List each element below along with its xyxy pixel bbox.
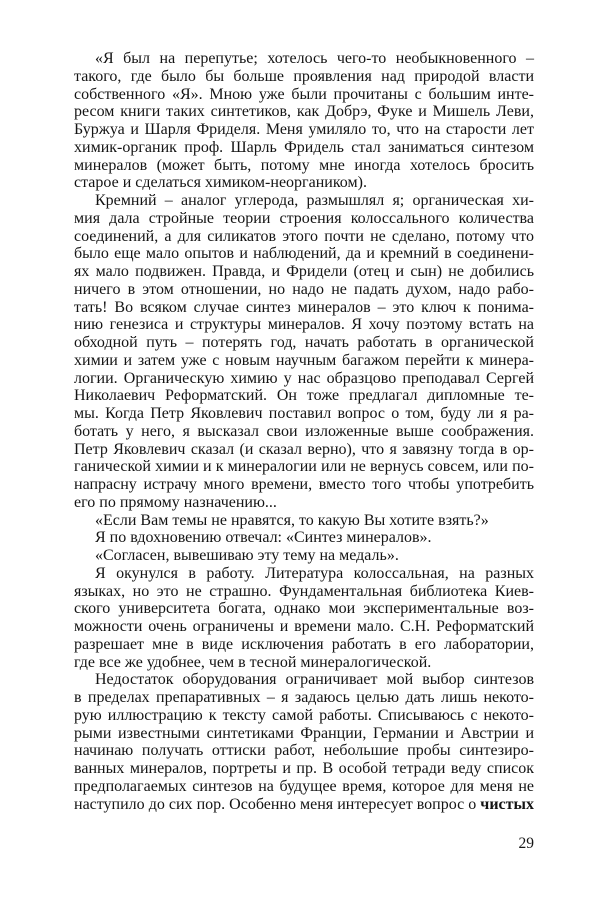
text-segment: Недостаток оборудования ограничивает мой выбор синтезов (95, 671, 534, 689)
text-segment: ресом книги таких синтетиков, как Добрэ, Фуке и Мишель Леви, (74, 103, 534, 121)
text-line (74, 494, 534, 512)
text-segment: мы. Когда Петр Яковлевич поставил вопрос о том, буду ли я ра- (74, 405, 534, 422)
text-segment: начинаю получать оттиски работ, небольшие пробы синтезиро- (74, 742, 534, 760)
text-segment: было еще мало опытов и наблюдений, да и кремний в соединени- (74, 245, 534, 263)
text-segment: «Я был на перепутье; хотелось чего-то необыкновенного – (95, 50, 534, 67)
text-segment: химик-органик проф. Шарль Фридель стал заниматься синтезом (74, 138, 534, 156)
text-segment: обходной путь – потерять год, начать работать в органической (74, 334, 534, 351)
text-line (74, 245, 534, 263)
text-line (74, 476, 534, 494)
text-line (74, 529, 534, 547)
text-line (74, 618, 534, 636)
text-segment: Я по вдохновению отвечал: «Синтез минералов». (95, 529, 432, 547)
text-line (74, 583, 534, 601)
text-line (74, 512, 534, 530)
text-segment: химии и затем уже с новым научным багажом перейти к минера- (74, 351, 534, 369)
text-line (74, 86, 534, 104)
text-line (74, 121, 534, 139)
text-line (74, 796, 534, 814)
text-segment: «Согласен, вывешиваю эту тему на медаль». (95, 547, 399, 564)
text-segment: ванных минералов, портреты и пр. В особой тетради веду список (74, 760, 534, 777)
text-segment: старое и сделаться химиком-неоргаником). (74, 174, 367, 192)
text-segment: соединений, а для силикатов этого почти не сделано, потому что (74, 227, 534, 245)
text-line (74, 441, 534, 459)
text-line (74, 778, 534, 796)
text-segment: «Если Вам темы не нравятся, то какую Вы хотите взять?» (95, 511, 489, 529)
text-line (74, 742, 534, 760)
text-segment: предполагаемых синтезов на будущее время, которое для меня не (74, 777, 534, 795)
text-segment: ях мало подвижен. Правда, и Фридели (отец и сын) не добились (74, 263, 534, 280)
text-line (74, 299, 534, 317)
text-line (74, 707, 534, 725)
text-line (74, 352, 534, 370)
paragraph (74, 565, 534, 672)
text-segment: минералов (может быть, потому мне иногда хотелось бросить (74, 156, 534, 174)
text-segment: его по прямому назначению... (74, 493, 277, 511)
text-line (74, 334, 534, 352)
bold-text-segment: чистых (480, 795, 534, 813)
text-segment: Петр Яковлевич сказал (и сказал верно), что я завязну тогда в ор- (74, 440, 534, 458)
text-line (74, 50, 534, 68)
text-line (74, 423, 534, 441)
text-segment: такого, где было бы больше проявления над природой власти (74, 67, 534, 85)
text-line (74, 565, 534, 583)
text-line (74, 228, 534, 246)
text-line (74, 405, 534, 423)
text-segment: рую иллюстрацию к тексту самой работы. Списываюсь с некото- (74, 706, 534, 724)
text-line (74, 316, 534, 334)
text-segment: собственного «Я». Мною уже были прочитаны с большим инте- (74, 85, 534, 103)
text-segment: нию генезиса и структуры минералов. Я хочу поэтому встать на (74, 316, 534, 334)
text-segment: мия дала стройные теории строения колоссального количества (74, 209, 534, 227)
text-line (74, 139, 534, 157)
text-segment: напрасну истрачу много времени, вместо того чтобы употребить (74, 476, 534, 493)
text-line (74, 370, 534, 388)
text-line (74, 600, 534, 618)
text-line (74, 263, 534, 281)
text-segment: Николаевич Реформатский. Он тоже предлагал дипломные те- (74, 387, 534, 405)
text-segment: в пределах препаративных – я задаюсь целью дать лишь некото- (74, 689, 534, 706)
text-line (74, 210, 534, 228)
text-line (74, 654, 534, 672)
text-line (74, 157, 534, 175)
paragraph (74, 192, 534, 512)
text-segment: Буржуа и Шарля Фриделя. Меня умиляло то, что на старости лет (74, 121, 534, 138)
paragraph (74, 50, 534, 192)
text-segment: языках, но это не страшно. Фундаментальная библиотека Киев- (74, 582, 534, 600)
text-segment: наступило до сих пор. Особенно меня интересует вопрос о (74, 795, 481, 813)
text-line (74, 636, 534, 654)
paragraph (74, 547, 534, 565)
text-line (74, 281, 534, 299)
text-segment: Кремний – аналог углерода, размышлял я; органическая хи- (95, 192, 534, 209)
page-number: 29 (518, 835, 534, 852)
text-line (74, 760, 534, 778)
paragraph (74, 512, 534, 530)
text-segment: ского университета богата, однако мои экспериментальные воз- (74, 600, 534, 618)
text-segment: где все же удобнее, чем в тесной минералогической. (74, 653, 432, 671)
text-line (74, 68, 534, 86)
text-line (74, 103, 534, 121)
text-line (74, 689, 534, 707)
text-segment: ничего в этом отношении, но надо не падать духом, надо рабо- (74, 280, 534, 298)
text-line (74, 192, 534, 210)
paragraph (74, 529, 534, 547)
paragraph (74, 671, 534, 813)
text-segment: Я окунулся в работу. Литература колоссальная, на разных (95, 564, 534, 582)
text-segment: рыми известными синтетиками Франции, Германии и Австрии и (74, 724, 534, 742)
text-segment: тать! Во всяком случае синтез минералов – это ключ к понима- (74, 298, 534, 316)
text-line (74, 547, 534, 565)
text-segment: разрешает мне в виде исключения работать в его лаборатории, (74, 635, 534, 653)
text-line (74, 671, 534, 689)
text-block (74, 50, 534, 813)
text-segment: можности очень ограничены и времени мало. С.Н. Реформатский (74, 618, 534, 635)
text-segment: ботать у него, я высказал свои изложенные выше соображения. (74, 422, 534, 440)
text-segment: логии. Органическую химию у нас образцово преподавал Сергей (74, 369, 534, 387)
text-segment: ганической химии и к минералогии или не вернусь совсем, или по- (74, 458, 534, 476)
text-line (74, 174, 534, 192)
text-line (74, 458, 534, 476)
text-line (74, 725, 534, 743)
text-line (74, 387, 534, 405)
